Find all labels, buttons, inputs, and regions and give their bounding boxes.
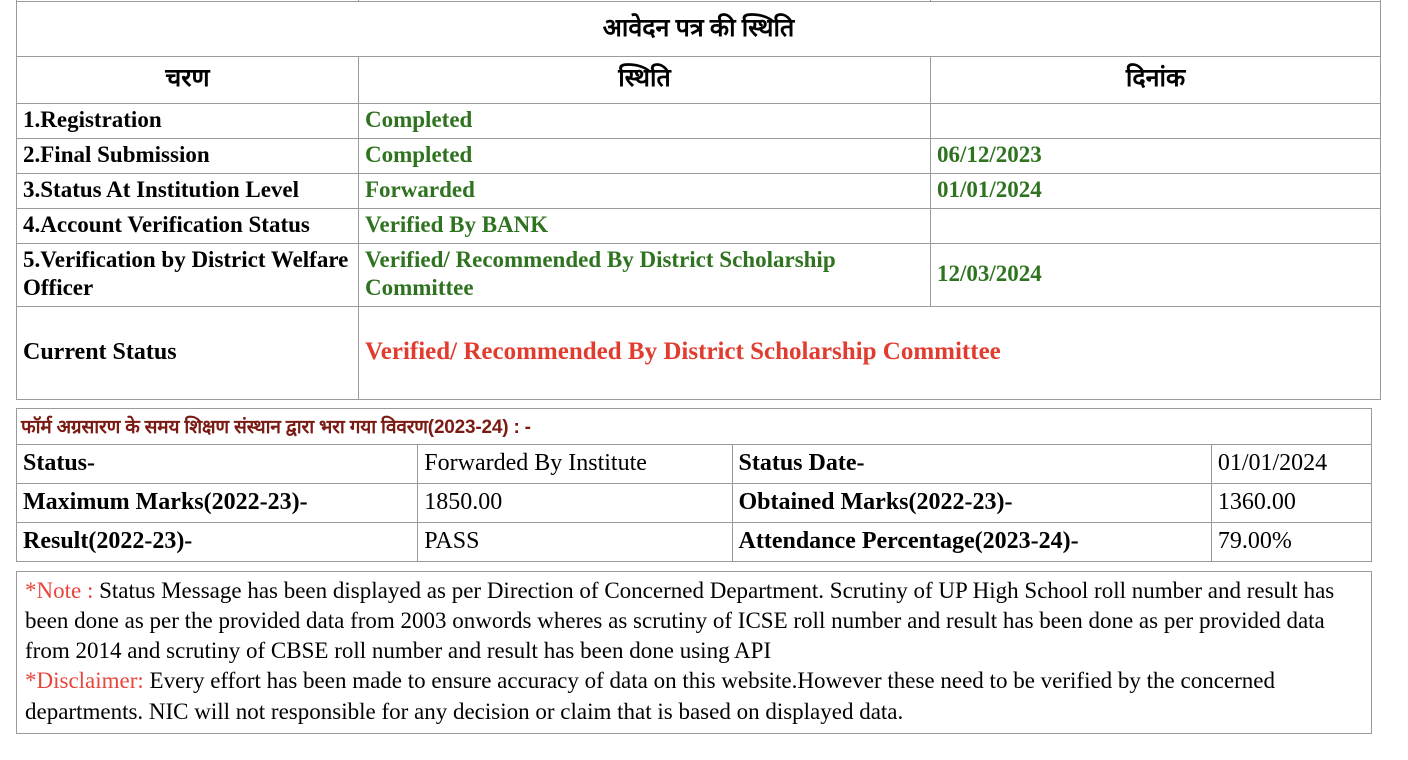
institute-field-value: 01/01/2024 — [1211, 445, 1371, 484]
column-header-stage: चरण — [17, 57, 359, 104]
note-lead-label: *Note : — [25, 578, 94, 603]
disclaimer-lead-label: *Disclaimer: — [25, 668, 144, 694]
application-status-table — [16, 0, 1381, 400]
stage-status: Verified/ Recommended By District Scholarship Committee — [359, 244, 931, 307]
stage-status: Completed — [359, 139, 931, 174]
table-row — [17, 139, 1381, 174]
institute-field-label: Maximum Marks(2022-23)- — [17, 484, 418, 523]
institute-field-value: 1360.00 — [1211, 484, 1371, 523]
institute-details-table — [16, 444, 1372, 562]
table-row — [17, 445, 1372, 484]
stage-date — [931, 209, 1381, 244]
column-header-date: दिनांक — [931, 57, 1381, 104]
institute-details-section — [16, 408, 1372, 562]
institute-field-label: Status Date- — [732, 445, 1211, 484]
note-disclaimer-box — [16, 571, 1372, 734]
status-table-title-row — [17, 2, 1381, 57]
stage-label: 1.Registration — [17, 104, 359, 139]
stage-status: Forwarded — [359, 174, 931, 209]
stage-date: 06/12/2023 — [931, 139, 1381, 174]
column-header-status: स्थिति — [359, 57, 931, 104]
institute-field-label: Obtained Marks(2022-23)- — [732, 484, 1211, 523]
stage-label: 4.Account Verification Status — [17, 209, 359, 244]
stage-date: 01/01/2024 — [931, 174, 1381, 209]
table-row — [17, 244, 1381, 307]
institute-field-label: Result(2022-23)- — [17, 523, 418, 562]
institute-field-value: 79.00% — [1211, 523, 1371, 562]
stage-date: 12/03/2024 — [931, 244, 1381, 307]
status-table-header-row — [17, 57, 1381, 104]
stage-status: Completed — [359, 104, 931, 139]
table-row — [17, 484, 1372, 523]
institute-field-value: Forwarded By Institute — [418, 445, 732, 484]
note-paragraph — [25, 576, 1363, 727]
institute-field-label: Attendance Percentage(2023-24)- — [732, 523, 1211, 562]
current-status-value: Verified/ Recommended By District Scholarship Committee — [359, 307, 1381, 400]
institute-field-value: PASS — [418, 523, 732, 562]
stage-label: 2.Final Submission — [17, 139, 359, 174]
stage-label: 5.Verification by District Welfare Officer — [17, 244, 359, 307]
institute-field-label: Status- — [17, 445, 418, 484]
disclaimer-body-text: Every effort has been made to ensure accuracy of data on this website.However these need to be verified by the concerned departments. NIC will not responsible for any decision or claim that is based on displayed data. — [25, 668, 1276, 724]
note-body-text: Status Message has been displayed as per Direction of Concerned Department. Scrutiny of UP High School roll number and result has been done as per the provided data from 2003 onwords wheres as scrutiny of ICSE roll number and result has been done as per provided data from 2014 and scrutiny of CBSE roll number and result has been done using API — [25, 578, 1335, 664]
stage-label: 3.Status At Institution Level — [17, 174, 359, 209]
table-row — [17, 523, 1372, 562]
stage-status: Verified By BANK — [359, 209, 931, 244]
stage-date — [931, 104, 1381, 139]
table-row — [17, 174, 1381, 209]
current-status-label: Current Status — [17, 307, 359, 400]
table-row — [17, 209, 1381, 244]
current-status-row — [17, 307, 1381, 400]
table-row — [17, 104, 1381, 139]
institute-field-value: 1850.00 — [418, 484, 732, 523]
status-table-title: आवेदन पत्र की स्थिति — [17, 2, 1381, 57]
institute-details-heading: फॉर्म अग्रसारण के समय शिक्षण संस्थान द्वारा भरा गया विवरण(2023-24) : - — [16, 408, 1372, 444]
